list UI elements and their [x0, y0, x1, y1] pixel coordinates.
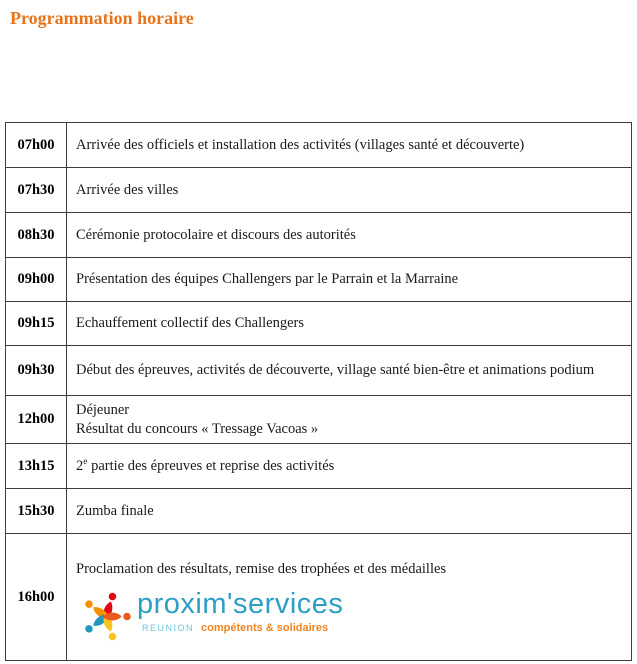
table-row [6, 213, 632, 258]
schedule-table [5, 122, 632, 661]
table-row [6, 258, 632, 302]
time-cell: 07h00 [6, 123, 67, 168]
description-cell [67, 534, 632, 661]
description-text: Début des épreuves, activités de découverte, village santé bien-être et animations podium [76, 362, 595, 378]
logo-name: proxim'services [137, 588, 344, 620]
pinwheel-people-icon [76, 583, 136, 647]
logo-subtitle [137, 618, 343, 638]
description-cell [67, 258, 632, 302]
time-cell: 09h00 [6, 258, 67, 302]
proclamation-text: Proclamation des résultats, remise des trophées et des médailles [76, 560, 447, 577]
description-cell [67, 302, 632, 346]
description-cell [67, 346, 632, 396]
description-cell [67, 123, 632, 168]
ordinal-superscript: e [83, 456, 88, 467]
time-cell: 09h30 [6, 346, 67, 396]
time-cell: 16h00 [6, 534, 67, 661]
description-cell [67, 213, 632, 258]
description-cell [67, 396, 632, 444]
description-cell [67, 168, 632, 213]
table-row [6, 302, 632, 346]
description-text: Présentation des équipes Challengers par le Parrain et la Marraine [76, 271, 459, 287]
table-row [6, 123, 632, 168]
description-text: Cérémonie protocolaire et discours des autorités [76, 226, 356, 243]
table-row [6, 444, 632, 489]
logo-tagline: compétents & solidaires [201, 622, 329, 634]
description-text: Zumba finale [76, 502, 154, 519]
time-cell: 07h30 [6, 168, 67, 213]
description-cell [67, 489, 632, 534]
description-text: Echauffement collectif des Challengers [76, 315, 305, 331]
logo-text-block [137, 588, 344, 638]
page-title: Programmation horaire [10, 8, 194, 28]
time-cell: 13h15 [6, 444, 67, 489]
logo-region: REUNION [142, 623, 195, 633]
table-row [6, 168, 632, 213]
table-row [6, 346, 632, 396]
table-row [6, 534, 632, 661]
time-cell: 12h00 [6, 396, 67, 444]
description-cell [67, 444, 632, 489]
table-row [6, 396, 632, 444]
description-text: Arrivée des officiels et installation des activités (villages santé et découverte) [76, 136, 525, 153]
description-text: 2 [76, 457, 84, 474]
description-text: Arrivée des villes [76, 181, 179, 198]
table-row [6, 489, 632, 534]
description-line: Résultat du concours « Tressage Vacoas » [76, 420, 319, 437]
description-line: Déjeuner [76, 401, 130, 418]
time-cell: 15h30 [6, 489, 67, 534]
time-cell: 08h30 [6, 213, 67, 258]
description-text: partie des épreuves et reprise des activités [87, 457, 335, 474]
time-cell: 09h15 [6, 302, 67, 346]
proxim-services-logo [76, 583, 622, 647]
